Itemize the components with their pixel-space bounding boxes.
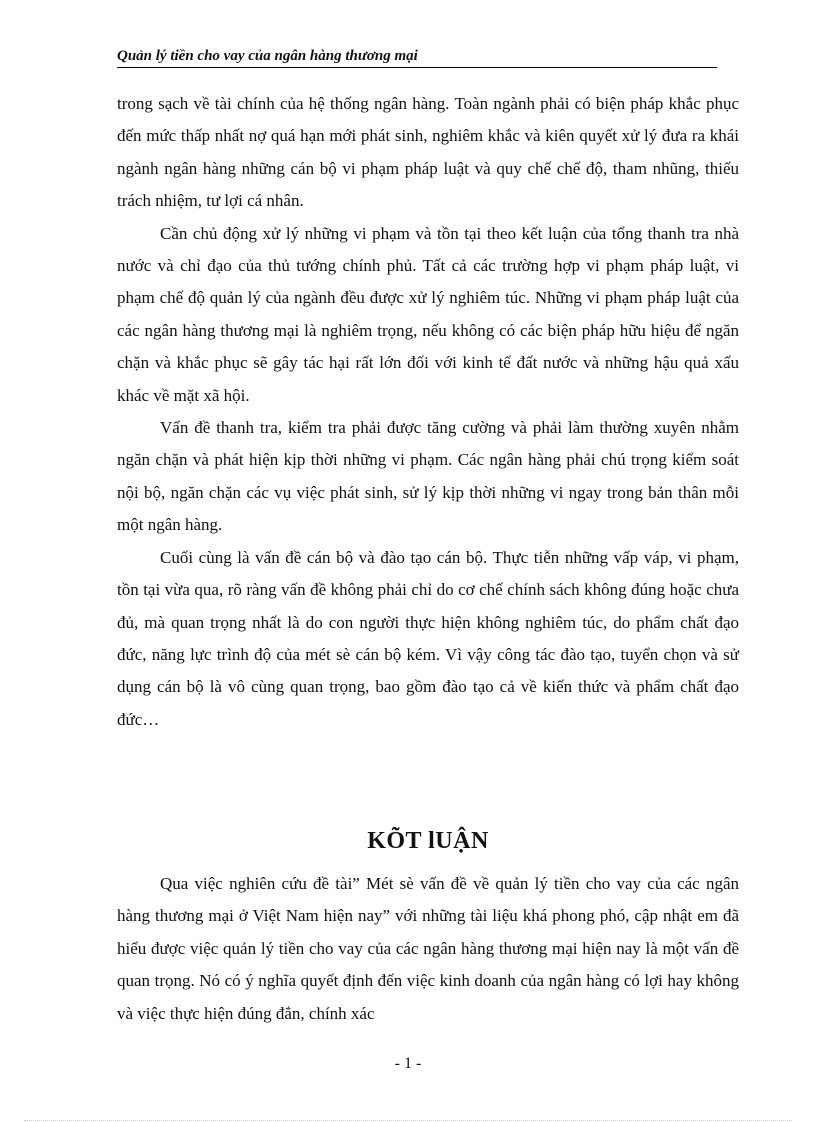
page-number: - 1 - — [394, 1055, 422, 1072]
running-header: Quản lý tiền cho vay của ngân hàng thương mại — [117, 48, 717, 68]
page-bottom-rule — [24, 1120, 792, 1121]
paragraph-training: Cuối cùng là vấn đề cán bộ và đào tạo cán bộ. Thực tiễn những vấp váp, vi phạm, tồn tại vừa qua, rõ ràng vấn đề không phải chỉ do cơ chế chính sách không đúng hoặc chưa đủ, mà quan trọng nhất là do con người thực hiện không nghiêm túc, do phẩm chất đạo đức, năng lực trình độ của mét sè cán bộ kém. Vì vậy công tác đào tạo, tuyển chọn và sử dụng cán bộ là vô cùng quan trọng, bao gồm đào tạo cả về kiến thức và phẩm chất đạo đức… — [117, 547, 739, 729]
conclusion-section — [117, 868, 739, 1030]
body-text — [117, 88, 739, 736]
paragraph-violations: Cần chủ động xử lý những vi phạm và tồn tại theo kết luận của tổng thanh tra nhà nước và chỉ đạo của thủ tướng chính phủ. Tất cả các trường hợp vi phạm pháp luật, vi phạm chế độ quản lý của ngành đều được xử lý nghiêm túc. Những vi phạm pháp luật của các ngân hàng thương mại là nghiêm trọng, nếu không có các biện pháp hữu hiệu để ngăn chặn và khắc phục sẽ gây tác hại rất lớn đối với kinh tế đất nước và những hậu quả xấu khác về mặt xã hội. — [117, 223, 739, 405]
paragraph-continuation: trong sạch về tài chính của hệ thống ngân hàng. Toàn ngành phải có biện pháp khắc phục đến mức thấp nhất nợ quá hạn mới phát sinh, nghiêm khắc và kiên quyết xử lý đưa ra khái ngành ngân hàng những cán bộ vi phạm pháp luật và quy chế chế độ, tham nhũng, thiếu trách nhiệm, tư lợi cá nhân. — [117, 94, 739, 211]
paragraph-inspection: Vấn đề thanh tra, kiểm tra phải được tăng cường và phải làm thường xuyên nhằm ngăn chặn và phát hiện kịp thời những vi phạm. Các ngân hàng phải chú trọng kiểm soát nội bộ, ngăn chặn các vụ việc phát sinh, sử lý kịp thời những vi ngay trong bản thân mỗi một ngân hàng. — [117, 418, 739, 535]
conclusion-heading: KÕT lUẬN — [367, 828, 489, 854]
conclusion-paragraph: Qua việc nghiên cứu đề tài” Mét sè vấn đề về quản lý tiền cho vay của các ngân hàng thương mại ở Việt Nam hiện nay” với những tài liệu khá phong phó, cập nhật em đã hiểu được việc quản lý tiền cho vay của các ngân hàng thương mại hiện nay là một vấn đề quan trọng. Nó có ý nghĩa quyết định đến việc kinh doanh của ngân hàng có lợi hay không và việc thực hiện đúng đắn, chính xác — [117, 874, 739, 1023]
